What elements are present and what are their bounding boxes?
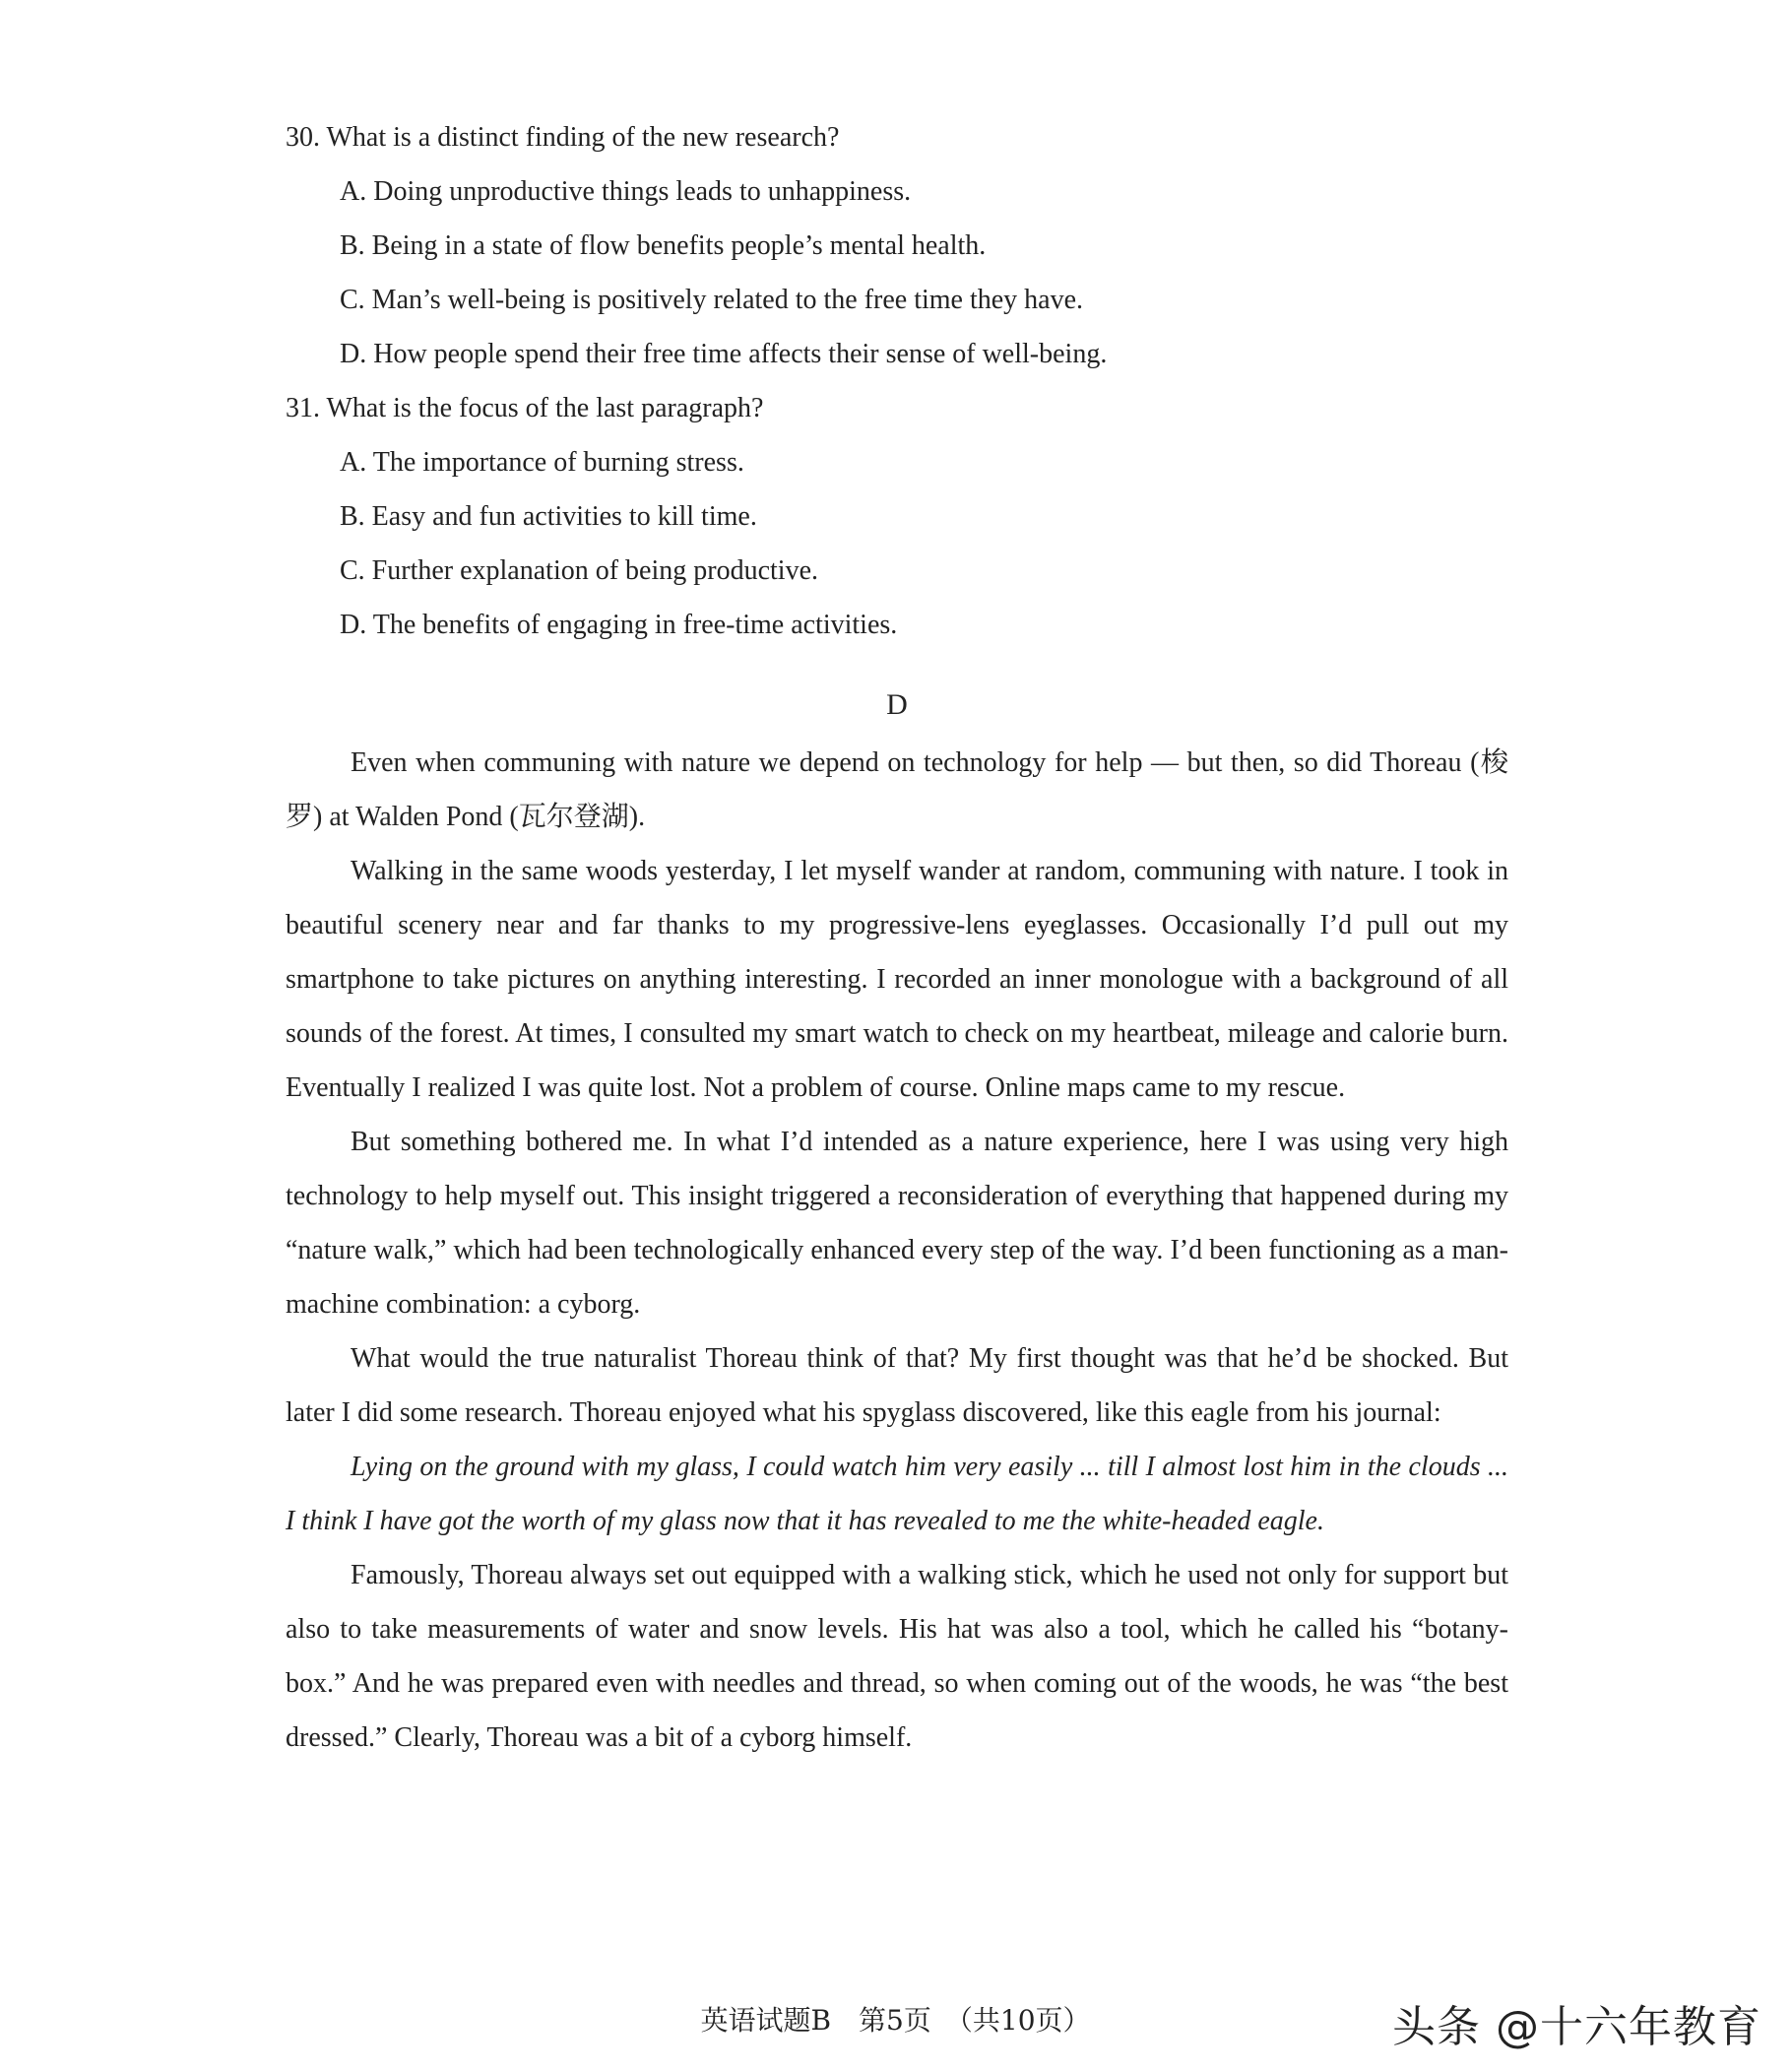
question-30 (286, 110, 1508, 381)
question-stem: 31. What is the focus of the last paragraph? (286, 393, 764, 423)
passage-paragraph: But something bothered me. In what I’d intended as a nature experience, here I was using very high technology to help myself out. This insight triggered a reconsideration of everything that happened during my “nature walk,” which had been technologically enhanced every step of the way. I’d been functioning as a man-machine combination: a cyborg. (286, 1127, 1508, 1320)
passage-paragraph: Walking in the same woods yesterday, I let myself wander at random, communing with nature. I took in beautiful scenery near and far thanks to my progressive-lens eyeglasses. Occasionally I’d pull out my smartphone to take pictures on anything interesting. I recorded an inner monologue with a background of all sounds of the forest. At times, I consulted my smart watch to check on my heartbeat, mileage and calorie burn. Eventually I realized I was quite lost. Not a problem of course. Online maps came to my rescue. (286, 856, 1508, 1103)
option-c: C. Further explanation of being productive. (340, 555, 818, 586)
option-a: A. The importance of burning stress. (340, 447, 744, 478)
option-b: B. Being in a state of flow benefits people’s mental health. (340, 230, 987, 261)
passage-paragraph: Even when communing with nature we depend on technology for help — but then, so did Thoreau (梭罗) at Walden Pond (瓦尔登湖). (286, 747, 1508, 832)
option-d: D. How people spend their free time affects their sense of well-being. (340, 339, 1108, 369)
exam-page (286, 110, 1508, 1765)
section-title: D (886, 688, 908, 721)
page-footer: 英语试题B 第5页 （共10页） (700, 2004, 1091, 2037)
option-d: D. The benefits of engaging in free-time activities. (340, 610, 898, 640)
watermark: 头条 @十六年教育 (1392, 2002, 1761, 2052)
journal-quote: Lying on the ground with my glass, I could watch him very easily ... till I almost lost him in the clouds ... I think I have got the worth of my glass now that it has revealed to me the white-headed eagle. (286, 1452, 1508, 1536)
option-c: C. Man’s well-being is positively related to the free time they have. (340, 285, 1084, 315)
option-b: B. Easy and fun activities to kill time. (340, 501, 757, 532)
question-31 (286, 381, 1508, 652)
question-stem: 30. What is a distinct finding of the new research? (286, 122, 840, 153)
option-a: A. Doing unproductive things leads to unhappiness. (340, 176, 912, 207)
passage-paragraph: What would the true naturalist Thoreau think of that? My first thought was that he’d be shocked. But later I did some research. Thoreau enjoyed what his spyglass discovered, like this eagle from his journal: (286, 1343, 1508, 1428)
passage-paragraph: Famously, Thoreau always set out equipped with a walking stick, which he used not only for support but also to take measurements of water and snow levels. His hat was also a tool, which he called his “botany-box.” And he was prepared even with needles and thread, so when coming out of the woods, he was “the best dressed.” Clearly, Thoreau was a bit of a cyborg himself. (286, 1560, 1508, 1753)
